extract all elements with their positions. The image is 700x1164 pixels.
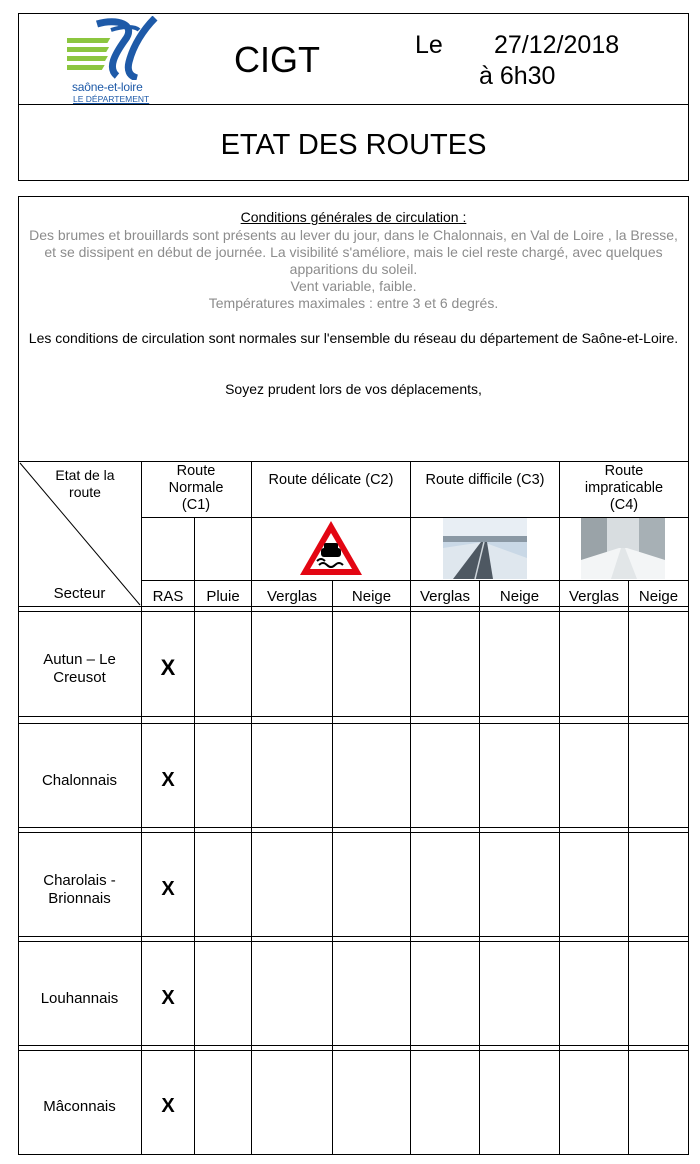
weather-line: Vent variable, faible. [290,278,417,294]
row-line [18,827,689,828]
conditions-title [19,209,688,225]
subcolumn-c4-neige: Neige [638,588,679,605]
subcolumn-pluie: Pluie [206,588,240,605]
conditions-title-colon: : [458,209,467,225]
ras-mark: X [161,1095,175,1117]
sector-name: Louhannais [40,990,119,1007]
corner-bottom-label: Secteur [53,585,106,602]
corner-top-label: Etat de la route [55,467,115,500]
org-name: CIGT [234,39,320,80]
ras-mark: X [161,769,175,791]
traffic-status-text: Les conditions de circulation sont normales sur l'ensemble du réseau du département de Saône-et-Loire. [28,330,679,346]
row-line [18,832,689,833]
date-prefix: Le [415,31,443,59]
column-line [479,580,480,1155]
column-line [332,580,333,1155]
subcolumn-ras: RAS [152,588,184,605]
ras-mark: X [161,987,175,1009]
weather-line: Des brumes et brouillards sont présents au lever du jour, dans le Chalonnais, en Val de Loire , la Bresse, et se dissipent en début de journée. La visibilité s'améliore, mais le ciel reste chargé, avec quelques apparitions du soleil. [29,227,678,277]
header-box [18,13,689,181]
row-line [18,1045,689,1046]
report-date: 27/12/2018 [494,31,620,59]
subcolumn-c3-verglas: Verglas [419,588,471,605]
row-line [18,723,689,724]
advice-text: Soyez prudent lors de vos déplacements, [225,381,482,397]
ras-mark: X [161,878,175,900]
conditions-box [18,196,689,461]
header-divider [19,104,688,105]
header-line [18,611,689,612]
sector-name: Chalonnais [41,772,118,789]
subcolumn-c2-neige: Neige [351,588,392,605]
column-line [194,517,195,1155]
snowy-road-photo [581,518,665,579]
report-time: à 6h30 [479,62,556,90]
icy-road-photo [443,518,527,579]
weather-text [27,227,680,312]
logo-subtext: LE DÉPARTEMENT [73,94,150,104]
group-header-c4: Route impraticable (C4) [584,463,664,513]
slippery-road-icon [297,518,365,578]
ras-mark: X [160,655,176,680]
subcolumn-c4-verglas: Verglas [568,588,620,605]
header-line [141,580,689,581]
row-line [18,941,689,942]
weather-line: Températures maximales : entre 3 et 6 degrés. [208,295,499,311]
sector-name: Autun – Le Creusot [43,651,116,686]
saone-et-loire-logo [67,16,163,102]
table-border [18,1154,689,1155]
group-header-c2: Route délicate (C2) [268,472,394,488]
conditions-title-text: Conditions générales de circulation [240,209,459,225]
row-line [18,1050,689,1051]
page-title: ETAT DES ROUTES [220,129,487,161]
row-line [18,936,689,937]
sector-name: Charolais - Brionnais [43,872,116,907]
logo-text: saône-et-loire [72,80,143,94]
group-header-c1: Route Normale (C1) [168,463,224,513]
sector-name: Mâconnais [43,1098,116,1115]
column-line [628,580,629,1155]
subcolumn-c3-neige: Neige [499,588,540,605]
row-line [18,716,689,717]
group-header-c3: Route difficile (C3) [425,472,545,488]
subcolumn-c2-verglas: Verglas [266,588,318,605]
road-status-table [18,461,689,1155]
